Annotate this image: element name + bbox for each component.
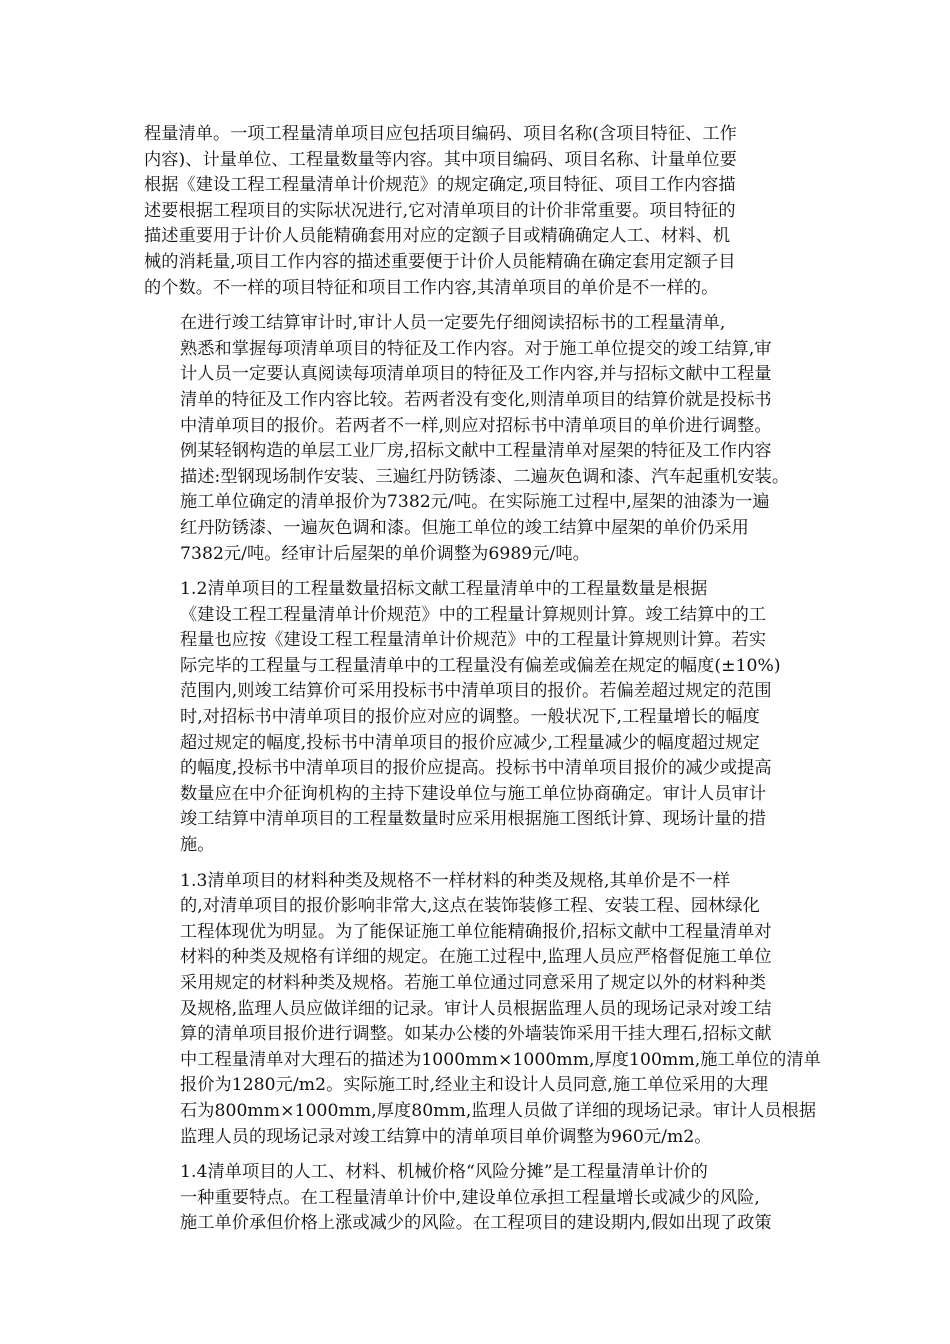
text-line: 时,对招标书中清单项目的报价应对应的调整。一般状况下,工程量增长的幅度 — [180, 707, 760, 728]
text-line: 7382元/吨。经审计后屋架的单价调整为6989元/吨。 — [180, 543, 590, 564]
text-line: 在进行竣工结算审计时,审计人员一定要先仔细阅读招标书的工程量清单, — [180, 313, 726, 334]
text-line: 《建设工程工程量清单计价规范》中的工程量计算规则计算。竣工结算中的工 — [180, 604, 767, 625]
paragraph-4 — [144, 869, 821, 1151]
text-line: 报价为1280元/m2。实际施工时,经业主和设计人员同意,施工单位采用的大理 — [180, 1075, 769, 1096]
paragraph-2 — [144, 311, 804, 567]
text-line: 范围内,则竣工结算价可采用投标书中清单项目的报价。若偏差超过规定的范围 — [180, 681, 772, 702]
text-line: 熟悉和掌握每项清单项目的特征及工作内容。对于施工单位提交的竣工结算,审 — [180, 338, 772, 359]
text-line: 监理人员的现场记录对竣工结算中的清单项目单价调整为960元/m2。 — [180, 1126, 712, 1147]
text-line: 施工单价承但价格上涨或减少的风险。在工程项目的建设期内,假如出现了政策 — [180, 1213, 772, 1234]
text-line: 中清单项目的报价。若两者不一样,则应对招标书中清单项目的单价进行调整。 — [180, 415, 772, 436]
text-line: 数量应在中介征询机构的主持下建设单位与施工单位协商确定。审计人员审计 — [180, 783, 767, 804]
text-line: 根据《建设工程工程量清单计价规范》的规定确定,项目特征、项目工作内容描 — [144, 175, 736, 196]
text-line: 述要根据工程项目的实际状况进行,它对清单项目的计价非常重要。项目特征的 — [144, 200, 736, 221]
text-line: 算的清单项目报价进行调整。如某办公楼的外墙装饰采用干挂大理石,招标文献 — [180, 1024, 772, 1045]
text-line: 际完毕的工程量与工程量清单中的工程量没有偏差或偏差在规定的幅度(±10%) — [180, 655, 781, 676]
text-line: 施工单位确定的清单报价为7382元/吨。在实际施工过程中,屋架的油漆为一遍 — [180, 492, 770, 513]
text-line: 例某轻钢构造的单层工业厂房,招标文献中工程量清单对屋架的特征及工作内容 — [180, 441, 772, 462]
text-line: 1.2清单项目的工程量数量招标文献工程量清单中的工程量数量是根据 — [180, 579, 708, 600]
text-line: 竣工结算中清单项目的工程量数量时应采用根据施工图纸计算、现场计量的措 — [180, 809, 767, 830]
text-line: 内容)、计量单位、工程量数量等内容。其中项目编码、项目名称、计量单位要 — [144, 149, 737, 170]
text-line: 1.3清单项目的材料种类及规格不一样材料的种类及规格,其单价是不一样 — [180, 870, 731, 891]
text-line: 红丹防锈漆、一遍灰色调和漆。但施工单位的竣工结算中屋架的单价仍采用 — [180, 517, 749, 538]
text-line: 的个数。不一样的项目特征和项目工作内容,其清单项目的单价是不一样的。 — [144, 277, 719, 298]
text-line: 程量也应按《建设工程工程量清单计价规范》中的工程量计算规则计算。若实 — [180, 630, 767, 651]
text-line: 描述重要用于计价人员能精确套用对应的定额子目或精确确定人工、材料、机 — [144, 226, 731, 247]
text-line: 施。 — [180, 835, 215, 856]
text-line: 材料的种类及规格有详细的规定。在施工过程中,监理人员应严格督促施工单位 — [180, 947, 772, 968]
text-line: 1.4清单项目的人工、材料、机械价格“风险分摊”是工程量清单计价的 — [180, 1162, 708, 1183]
text-line: 一种重要特点。在工程量清单计价中,建设单位承担工程量增长或减少的风险, — [180, 1187, 760, 1208]
paragraph-3 — [144, 577, 804, 859]
text-line: 清单的特征及工作内容比较。若两者没有变化,则清单项目的结算价就是投标书 — [180, 389, 772, 410]
text-line: 计人员一定要认真阅读每项清单项目的特征及工作内容,并与招标文献中工程量 — [180, 364, 772, 385]
document-page — [144, 122, 821, 1247]
text-line: 采用规定的材料种类及规格。若施工单位通过同意采用了规定以外的材料种类 — [180, 973, 767, 993]
text-line: 的,对清单项目的报价影响非常大,这点在装饰装修工程、安装工程、园林绿化 — [180, 896, 760, 917]
text-line: 描述:型钢现场制作安装、三遍红丹防锈漆、二遍灰色调和漆、汽车起重机安装。 — [180, 466, 790, 487]
text-line: 的幅度,投标书中清单项目的报价应提高。投标书中清单项目报价的减少或提高 — [180, 758, 772, 779]
text-line: 械的消耗量,项目工作内容的描述重要便于计价人员能精确在确定套用定额子目 — [144, 251, 736, 272]
text-line: 及规格,监理人员应做详细的记录。审计人员根据监理人员的现场记录对竣工结 — [180, 998, 772, 1019]
text-line: 程量清单。一项工程量清单项目应包括项目编码、项目名称(含项目特征、工作 — [144, 124, 737, 144]
text-line: 石为800mm×1000mm,厚度80mm,监理人员做了详细的现场记录。审计人员根据 — [180, 1100, 817, 1121]
paragraph-5 — [144, 1160, 804, 1237]
text-line: 工程体现优为明显。为了能保证施工单位能精确报价,招标文献中工程量清单对 — [180, 921, 772, 942]
paragraph-1 — [144, 122, 804, 301]
text-line: 超过规定的幅度,投标书中清单项目的报价应减少,工程量减少的幅度超过规定 — [180, 732, 760, 753]
text-line: 中工程量清单对大理石的描述为1000mm×1000mm,厚度100mm,施工单位的清单 — [180, 1049, 821, 1070]
